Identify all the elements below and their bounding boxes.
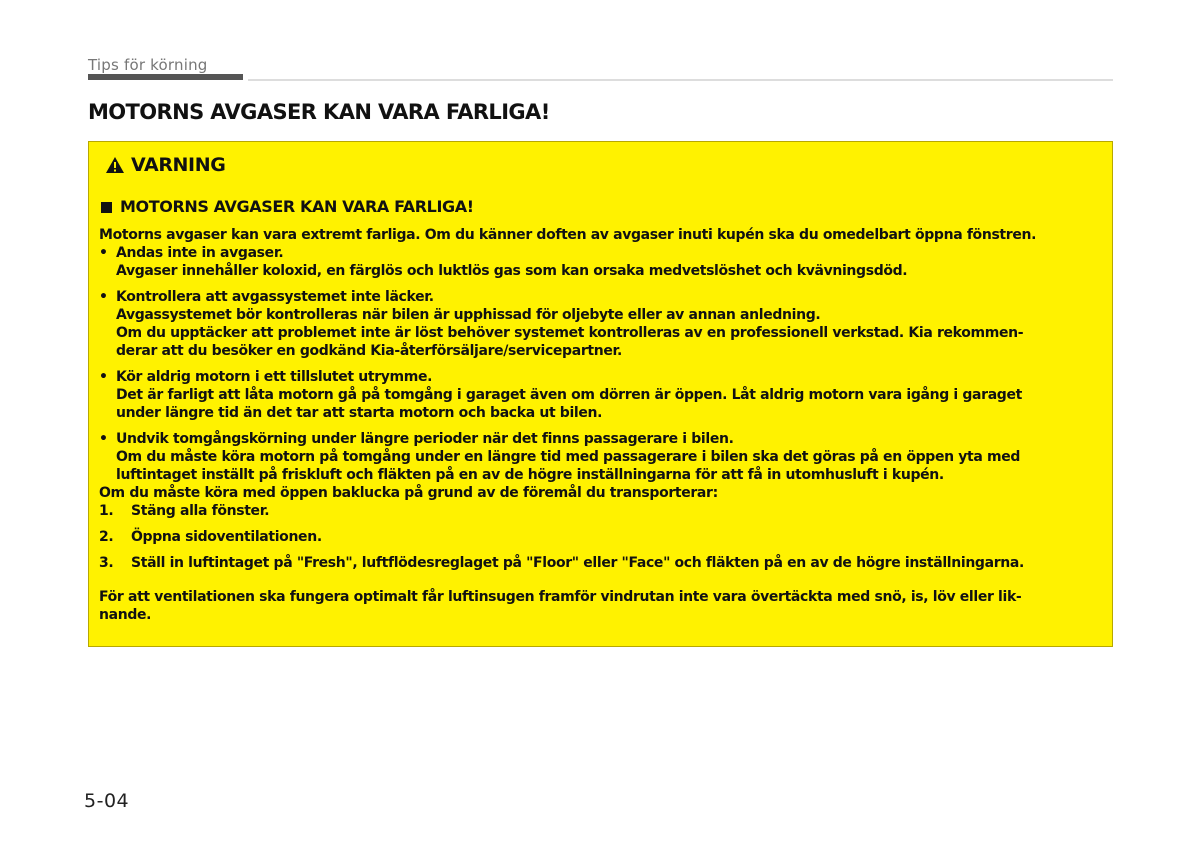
bullet-line: Om du upptäcker att problemet inte är löst behöver systemet kontrolleras av en professionell verkstad. Kia rekommen- [116, 325, 1024, 341]
step-text: Ställ in luftintaget på "Fresh", luftflödesreglaget på "Floor" eller "Face" och fläkten på en av de högre inställningarna. [131, 555, 1024, 571]
steps-intro: Om du måste köra med öppen baklucka på grund av de föremål du transporterar: [99, 485, 718, 501]
section-header [88, 56, 1113, 82]
bullet-head: Kör aldrig motorn i ett tillslutet utrymme. [116, 369, 433, 385]
page-number: 5-04 [84, 790, 130, 812]
closing-line: nande. [99, 607, 152, 623]
bullet-head: Andas inte in avgaser. [116, 245, 284, 261]
bullet-line: Avgassystemet bör kontrolleras när bilen är upphissad för oljebyte eller av annan anledning. [116, 307, 821, 323]
bullet-item [99, 288, 1102, 360]
warning-body [99, 226, 1102, 624]
closing-line: För att ventilationen ska fungera optimalt får luftinsugen framför vindrutan inte vara övertäckta med snö, is, löv eller lik- [99, 589, 1022, 605]
bullet-item [99, 368, 1102, 422]
warning-header [105, 153, 225, 177]
step-number: 1. [99, 503, 114, 519]
warning-triangle-icon [105, 156, 125, 174]
bullet-line: Om du måste köra motorn på tomgång under en längre tid med passagerare i bilen ska det göras på en öppen yta med [116, 449, 1021, 465]
warning-subtitle: MOTORNS AVGASER KAN VARA FARLIGA! [120, 197, 474, 216]
warning-box [88, 141, 1113, 647]
numbered-step [99, 554, 1102, 572]
bullet-dot: • [99, 289, 108, 305]
page-title: MOTORNS AVGASER KAN VARA FARLIGA! [88, 100, 550, 124]
bullet-line: Avgaser innehåller koloxid, en färglös och luktlös gas som kan orsaka medvetslöshet och kvävningsdöd. [116, 263, 908, 279]
section-label: Tips för körning [88, 56, 208, 74]
square-bullet-icon [101, 202, 112, 213]
step-number: 2. [99, 529, 114, 545]
bullet-line: under längre tid än det tar att starta motorn och backa ut bilen. [116, 405, 603, 421]
step-text: Öppna sidoventilationen. [131, 529, 322, 545]
bullet-item [99, 244, 1102, 280]
numbered-step [99, 502, 1102, 520]
bullet-line: Det är farligt att låta motorn gå på tomgång i garaget även om dörren är öppen. Låt aldrig motorn vara igång i garaget [116, 387, 1022, 403]
bullet-dot: • [99, 245, 108, 261]
bullet-line: derar att du besöker en godkänd Kia-återförsäljare/servicepartner. [116, 343, 623, 359]
bullet-line: luftintaget inställt på friskluft och fläkten på en av de högre inställningarna för att få in utomhusluft i kupén. [116, 467, 944, 483]
section-header-bar [88, 74, 243, 80]
warning-intro: Motorns avgaser kan vara extremt farliga. Om du känner doften av avgaser inuti kupén ska du omedelbart öppna fönstren. [99, 227, 1037, 243]
warning-subtitle-row [101, 198, 474, 216]
bullet-dot: • [99, 369, 108, 385]
warning-title: VARNING [131, 154, 226, 176]
bullet-item [99, 430, 1102, 484]
bullet-dot: • [99, 431, 108, 447]
bullet-head: Kontrollera att avgassystemet inte läcker. [116, 289, 434, 305]
step-number: 3. [99, 555, 114, 571]
step-text: Stäng alla fönster. [131, 503, 270, 519]
bullet-head: Undvik tomgångskörning under längre perioder när det finns passagerare i bilen. [116, 431, 734, 447]
closing-paragraph [99, 588, 1102, 624]
section-header-rule [248, 79, 1113, 81]
numbered-step [99, 528, 1102, 546]
